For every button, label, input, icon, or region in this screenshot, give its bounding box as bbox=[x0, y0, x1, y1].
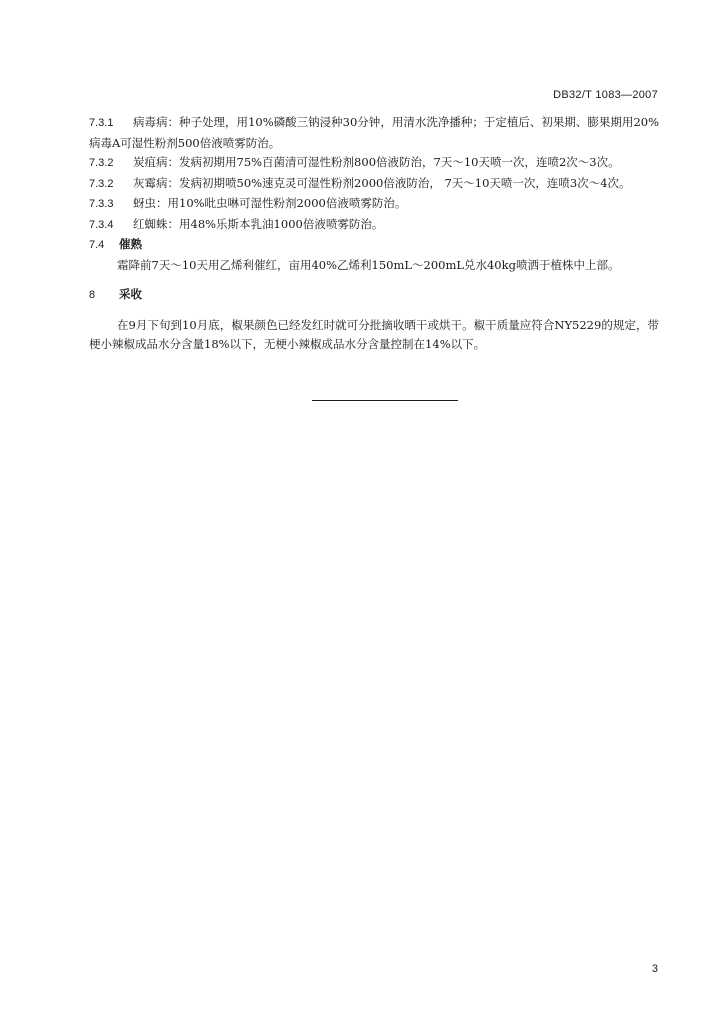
clause-number: 7.3.1 bbox=[89, 117, 114, 129]
clause-text: 灰霉病：发病初期喷50%速克灵可湿性粉剂2000倍液防治， 7天～10天喷一次，连喷3次～4次。 bbox=[133, 175, 631, 190]
clause-7-3-2-anthracnose bbox=[89, 153, 659, 174]
clause-text: 红蜘蛛：用48%乐斯本乳油1000倍液喷雾防治。 bbox=[133, 216, 384, 231]
clause-7-3-4 bbox=[89, 215, 659, 236]
section-number: 8 bbox=[89, 289, 96, 301]
page-number: 3 bbox=[651, 963, 658, 975]
section-title: 采收 bbox=[119, 287, 142, 301]
clause-7-3-2-gray-mold bbox=[89, 174, 659, 195]
clause-7-3-1 bbox=[89, 113, 659, 153]
section-heading-7-4 bbox=[89, 235, 659, 256]
end-of-document-rule bbox=[312, 400, 458, 401]
clause-text: 病毒病：种子处理，用10%磷酸三钠浸种30分钟，用清水洗净播种；于定植后、初果期、膨果期用20%病毒A可湿性粉剂500倍液喷雾防治。 bbox=[89, 115, 659, 150]
section-number: 7.4 bbox=[89, 239, 105, 251]
clause-number: 7.3.3 bbox=[89, 198, 114, 210]
section-8-paragraph: 在9月下旬到10月底，椒果颜色已经发红时就可分批摘收晒干或烘干。椒干质量应符合NY5229的规定，带梗小辣椒成品水分含量18%以下，无梗小辣椒成品水分含量控制在14%以下。 bbox=[89, 317, 659, 351]
section-heading-8 bbox=[89, 285, 659, 306]
section-7-4-paragraph: 霜降前7天～10天用乙烯利催红，亩用40%乙烯利150mL～200mL兑水40kg喷洒于植株中上部。 bbox=[117, 257, 620, 272]
clause-7-3-3 bbox=[89, 194, 659, 215]
clause-number: 7.3.4 bbox=[89, 218, 114, 231]
clause-number: 7.3.2 bbox=[89, 157, 114, 169]
document-body bbox=[89, 113, 659, 355]
standard-code: DB32/T 1083—2007 bbox=[553, 89, 658, 101]
clause-text: 炭疽病：发病初期用75%百菌清可湿性粉剂800倍液防治，7天～10天喷一次，连喷2次～3次。 bbox=[133, 155, 620, 169]
clause-number: 7.3.2 bbox=[89, 177, 114, 190]
clause-text: 蚜虫：用10%吡虫啉可湿性粉剂2000倍液喷雾防治。 bbox=[133, 196, 407, 210]
section-title: 催熟 bbox=[119, 237, 142, 251]
